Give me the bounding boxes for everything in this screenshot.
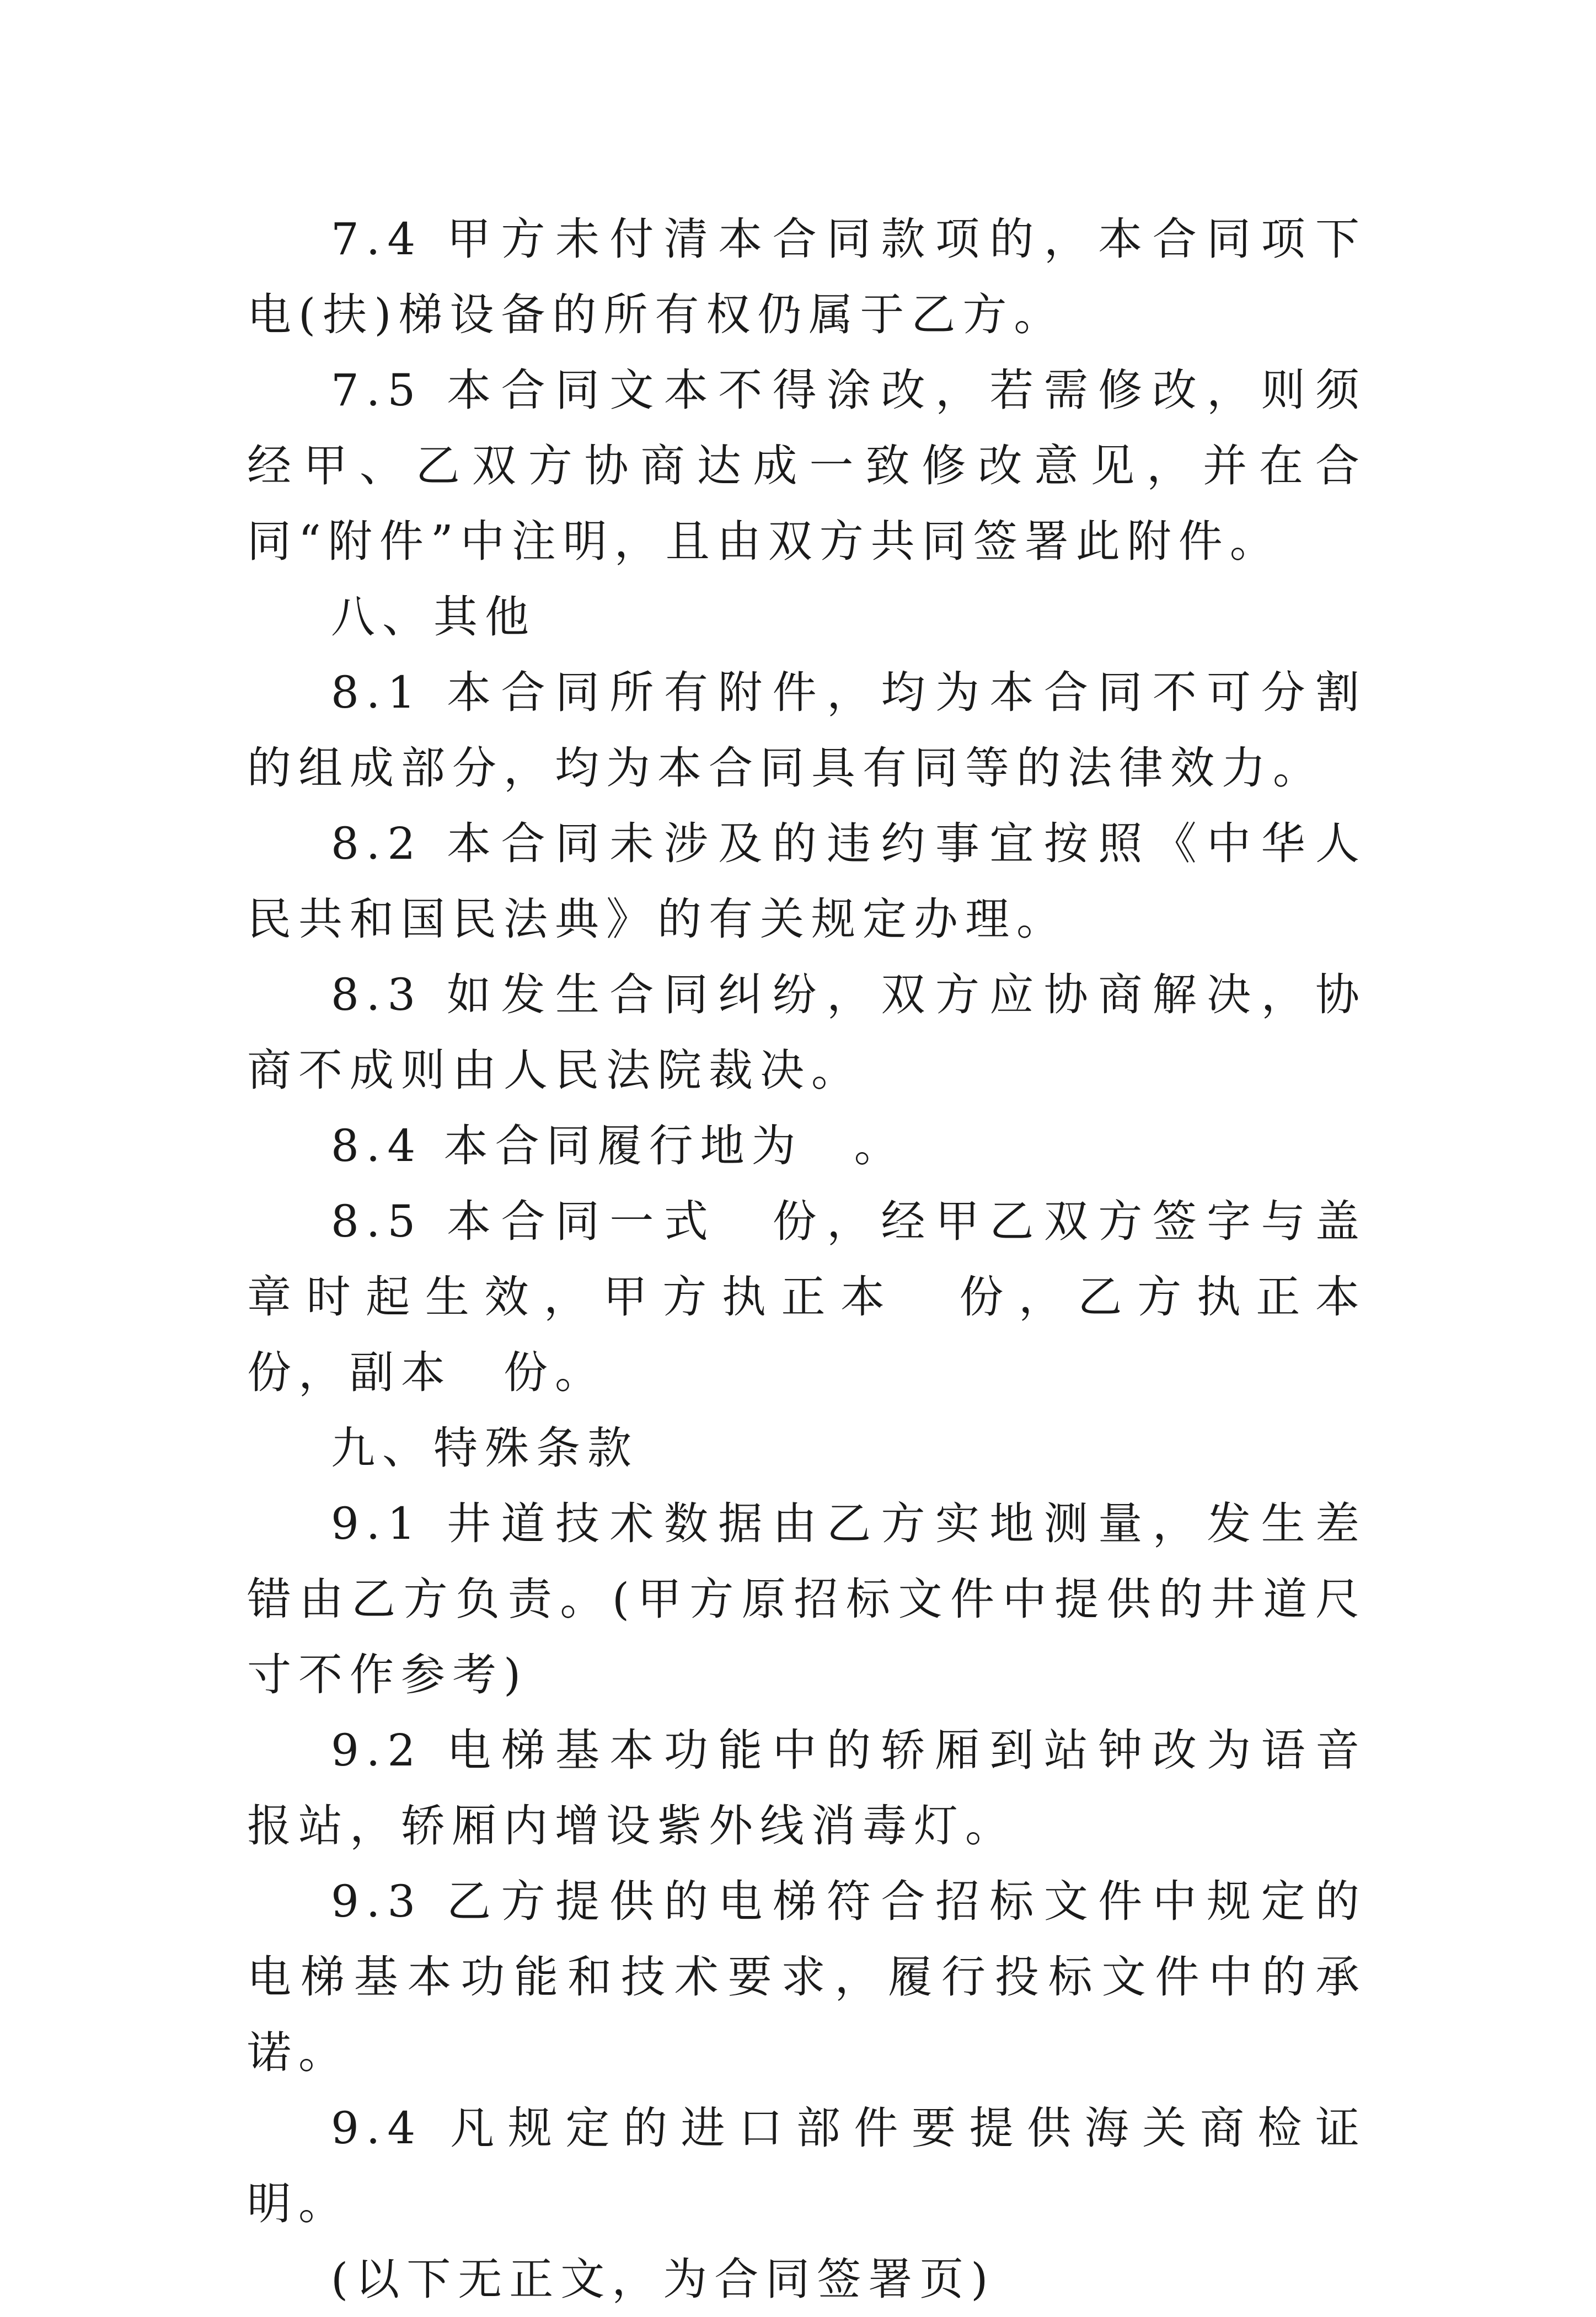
clause-8-1: 8.1 本合同所有附件，均为本合同不可分割的组成部分，均为本合同具有同等的法律效力。: [247, 667, 1367, 794]
clause-8-5: 8.5 本合同一式 份，经甲乙双方签字与盖章时起生效，甲方执正本 份，乙方执正本 份，副本 份。: [247, 1196, 1418, 1398]
section-8-heading: 八、其他: [331, 591, 536, 643]
clause-9-4: 9.4 凡规定的进口部件要提供海关商检证明。: [247, 2102, 1367, 2229]
clause-8-4: 8.4 本合同履行地为 。: [331, 1120, 906, 1171]
clause-7-5: 7.5 本合同文本不得涂改，若需修改，则须经甲、乙双方协商达成一致修改意见，并在合同“附件”中注明，且由双方共同签署此附件。: [247, 365, 1367, 567]
clause-7-4: 7.4 甲方未付清本合同款项的，本合同项下电(扶)梯设备的所有权仍属于乙方。: [247, 213, 1367, 340]
end-of-text-note: (以下无正文，为合同签署页): [331, 2254, 995, 2305]
clause-8-3: 8.3 如发生合同纠纷，双方应协商解决，协商不成则由人民法院裁决。: [247, 969, 1367, 1096]
clause-9-2: 9.2 电梯基本功能中的轿厢到站钟改为语音报站，轿厢内增设紫外线消毒灯。: [247, 1725, 1367, 1852]
clause-9-3: 9.3 乙方提供的电梯符合招标文件中规定的电梯基本功能和技术要求，履行投标文件中的承诺。: [247, 1876, 1367, 2078]
clause-8-2: 8.2 本合同未涉及的违约事宜按照《中华人民共和国民法典》的有关规定办理。: [247, 818, 1367, 945]
document-body: [247, 201, 1418, 2317]
section-9-heading: 九、特殊条款: [331, 1422, 639, 1474]
clause-9-1: 9.1 井道技术数据由乙方实地测量，发生差错由乙方负责。(甲方原招标文件中提供的井道尺寸不作参考): [247, 1498, 1367, 1700]
